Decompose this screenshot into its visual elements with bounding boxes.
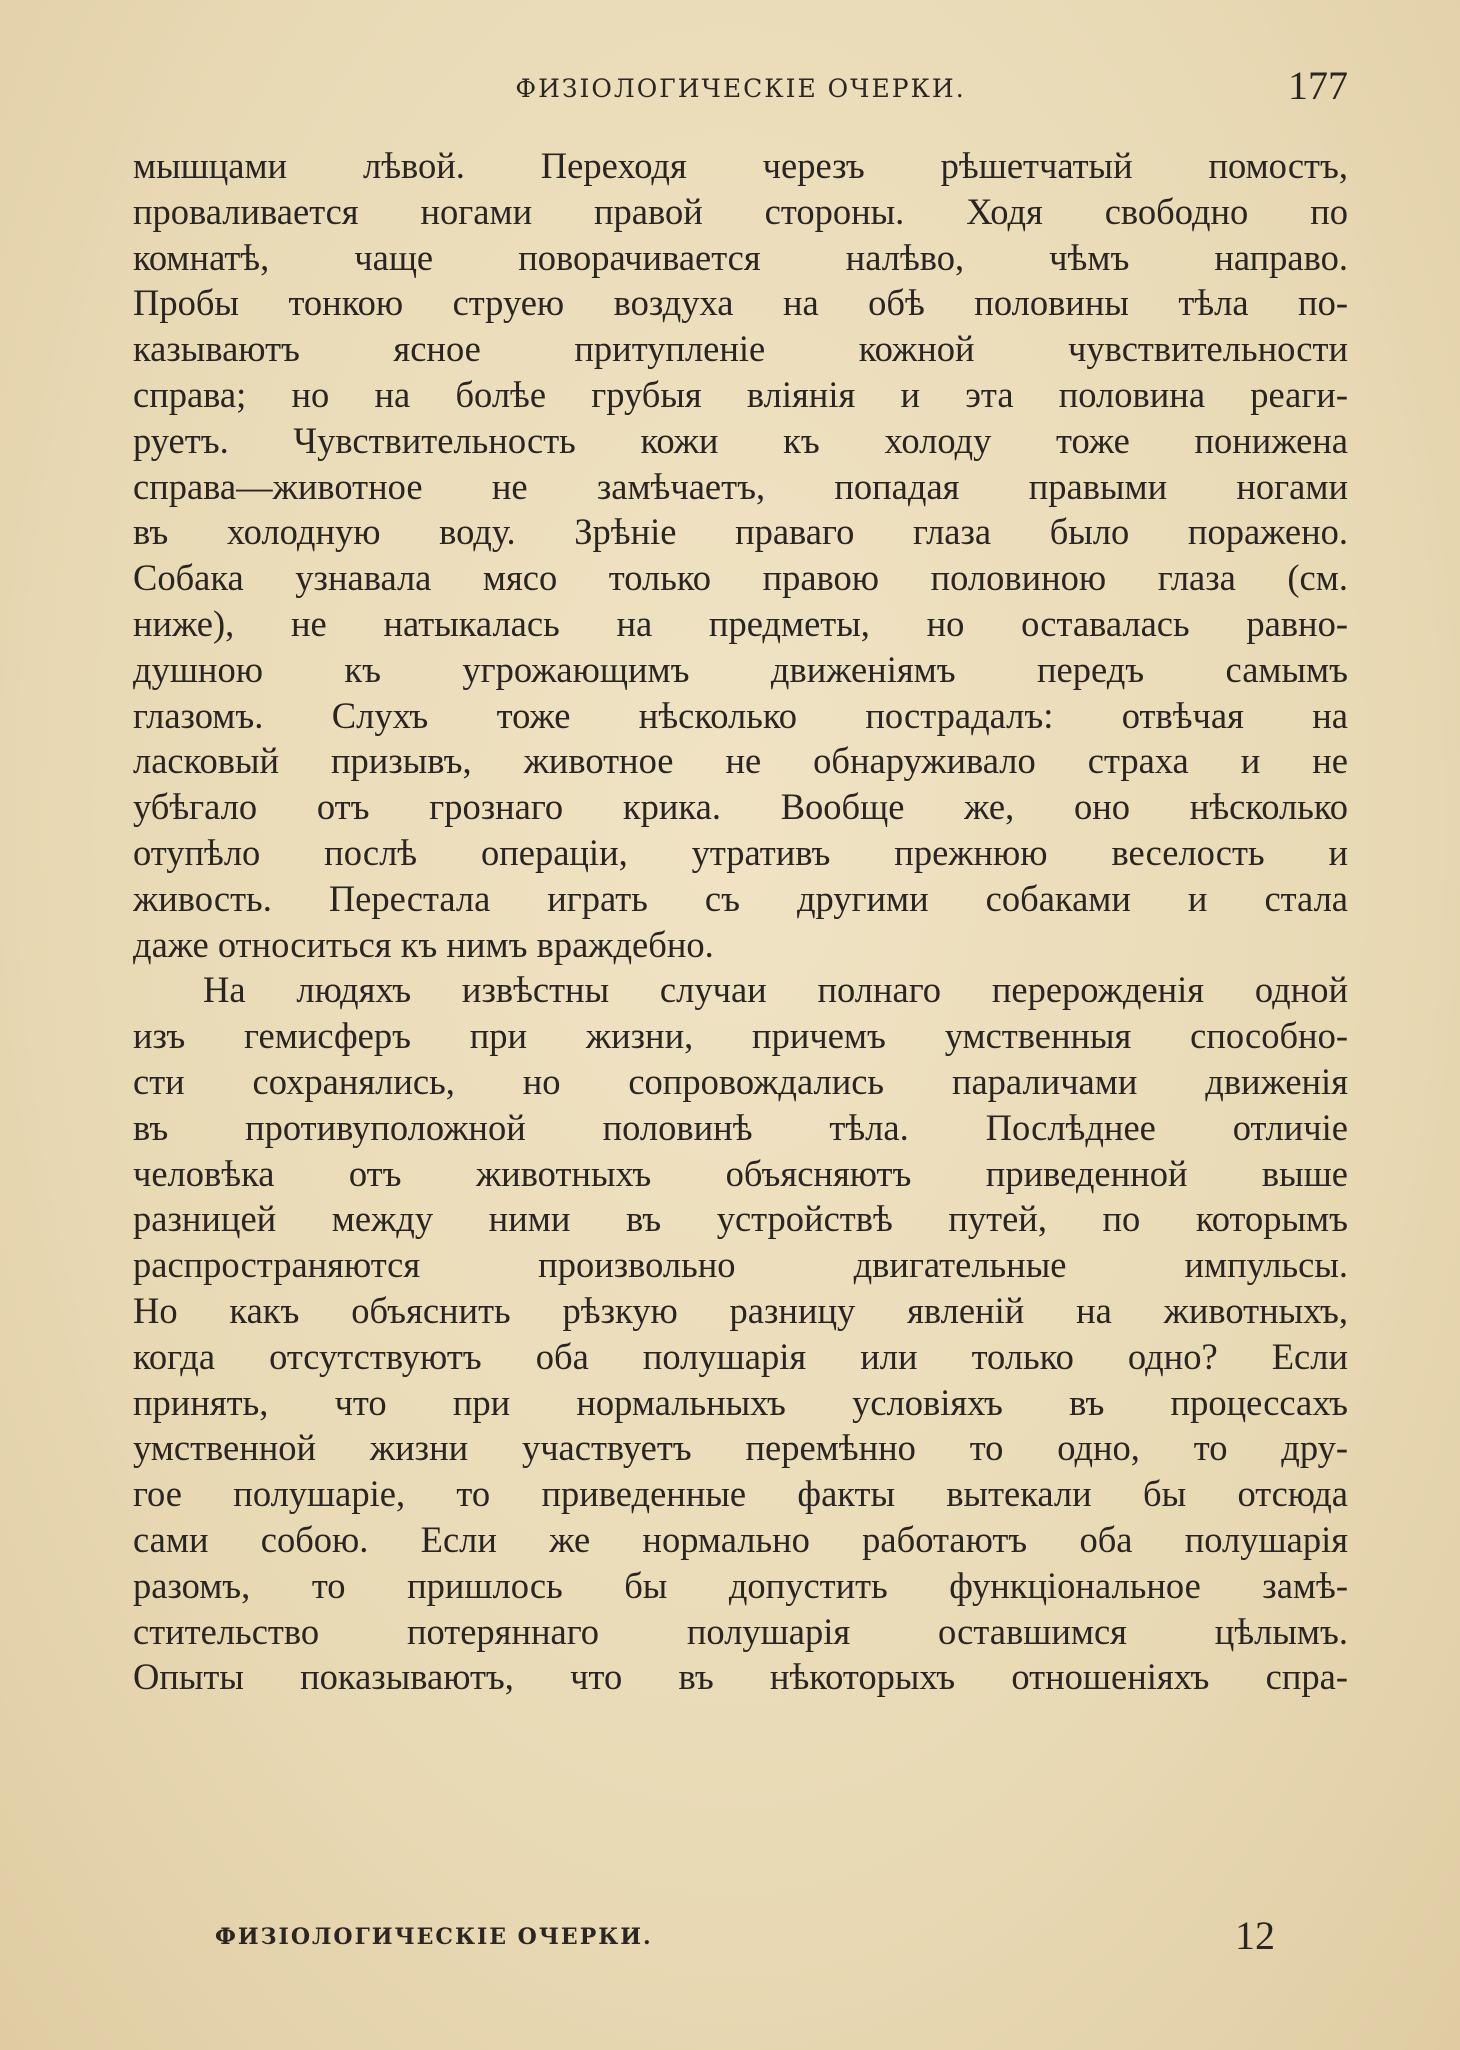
text-line: въ противуположной половинѣ тѣла. Послѣднее отличіе (133, 1106, 1348, 1148)
text-line: сти сохранялись, но сопровождались параличами движенія (133, 1060, 1348, 1102)
body-text (133, 143, 1348, 1913)
text-line: глазомъ. Слухъ тоже нѣсколько пострадалъ: отвѣчая на (133, 694, 1348, 736)
text-line: руетъ. Чувствительность кожи къ холоду тоже понижена (133, 419, 1348, 461)
text-line: разницей между ними въ устройствѣ путей, по которымъ (133, 1198, 1348, 1240)
text-line: умственной жизни участвуетъ перемѣнно то одно, то дру- (133, 1427, 1348, 1469)
text-line: стительство потеряннаго полушарія оставшимся цѣлымъ. (133, 1610, 1348, 1652)
text-line: живость. Перестала играть съ другими собаками и стала (133, 877, 1348, 919)
text-line: Опыты показываютъ, что въ нѣкоторыхъ отношеніяхъ спра- (133, 1656, 1348, 1698)
text-line: въ холодную воду. Зрѣніе праваго глаза было поражено. (133, 511, 1348, 553)
text-line: комнатѣ, чаще поворачивается налѣво, чѣмъ направо. (133, 236, 1348, 278)
text-line: справа—животное не замѣчаетъ, попадая правыми ногами (133, 465, 1348, 507)
text-line: Пробы тонкою струею воздуха на обѣ половины тѣла по- (133, 282, 1348, 324)
text-line: человѣка отъ животныхъ объясняютъ приведенной выше (133, 1152, 1348, 1194)
text-line: мышцами лѣвой. Переходя черезъ рѣшетчатый помостъ, (133, 145, 1348, 186)
text-line: проваливается ногами правой стороны. Ходя свободно по (133, 190, 1348, 232)
text-line: изъ гемисферъ при жизни, причемъ умственныя способно- (133, 1015, 1348, 1057)
text-line: отупѣло послѣ операціи, утративъ прежнюю веселость и (133, 831, 1348, 873)
signature-mark: 12 (1235, 1913, 1275, 1958)
text-line: убѣгало отъ грознаго крика. Вообще же, оно нѣсколько (133, 786, 1348, 828)
text-line: разомъ, то пришлось бы допустить функціональное замѣ- (133, 1564, 1348, 1606)
paragraph-end-line: даже относиться къ нимъ враждебно. (133, 923, 714, 965)
running-header (133, 62, 1348, 122)
text-line: принять, что при нормальныхъ условіяхъ въ процессахъ (133, 1381, 1348, 1423)
text-line: душною къ угрожающимъ движеніямъ передъ самымъ (133, 648, 1348, 690)
text-line: гое полушаріе, то приведенные факты вытекали бы отсюда (133, 1473, 1348, 1515)
text-line: ниже), не натыкалась на предметы, но оставалась равно- (133, 602, 1348, 644)
text-line: Но какъ объяснить рѣзкую разницу явленій на животныхъ, (133, 1289, 1348, 1331)
text-line: казываютъ ясное притупленіе кожной чувствительности (133, 328, 1348, 370)
text-line: сами собою. Если же нормально работаютъ оба полушарія (133, 1518, 1348, 1560)
running-footer (215, 1912, 1275, 1972)
text-line: распространяются произвольно двигательные импульсы. (133, 1244, 1348, 1286)
text-line: ласковый призывъ, животное не обнаруживало страха и не (133, 740, 1348, 782)
text-line: Собака узнавала мясо только правою половиною глаза (см. (133, 557, 1348, 599)
header-title: ФИЗІОЛОГИЧЕСКІЕ ОЧЕРКИ. (515, 74, 966, 103)
text-line: когда отсутствуютъ оба полушарія или только одно? Если (133, 1335, 1348, 1377)
paragraph-start-line: На людяхъ извѣстны случаи полнаго перерожденія одной (203, 969, 1348, 1011)
footer-title: ФИЗІОЛОГИЧЕСКІЕ ОЧЕРКИ. (215, 1924, 653, 1950)
text-line: справа; но на болѣе грубыя вліянія и эта половина реаги- (133, 373, 1348, 415)
page-number: 177 (1288, 63, 1348, 108)
